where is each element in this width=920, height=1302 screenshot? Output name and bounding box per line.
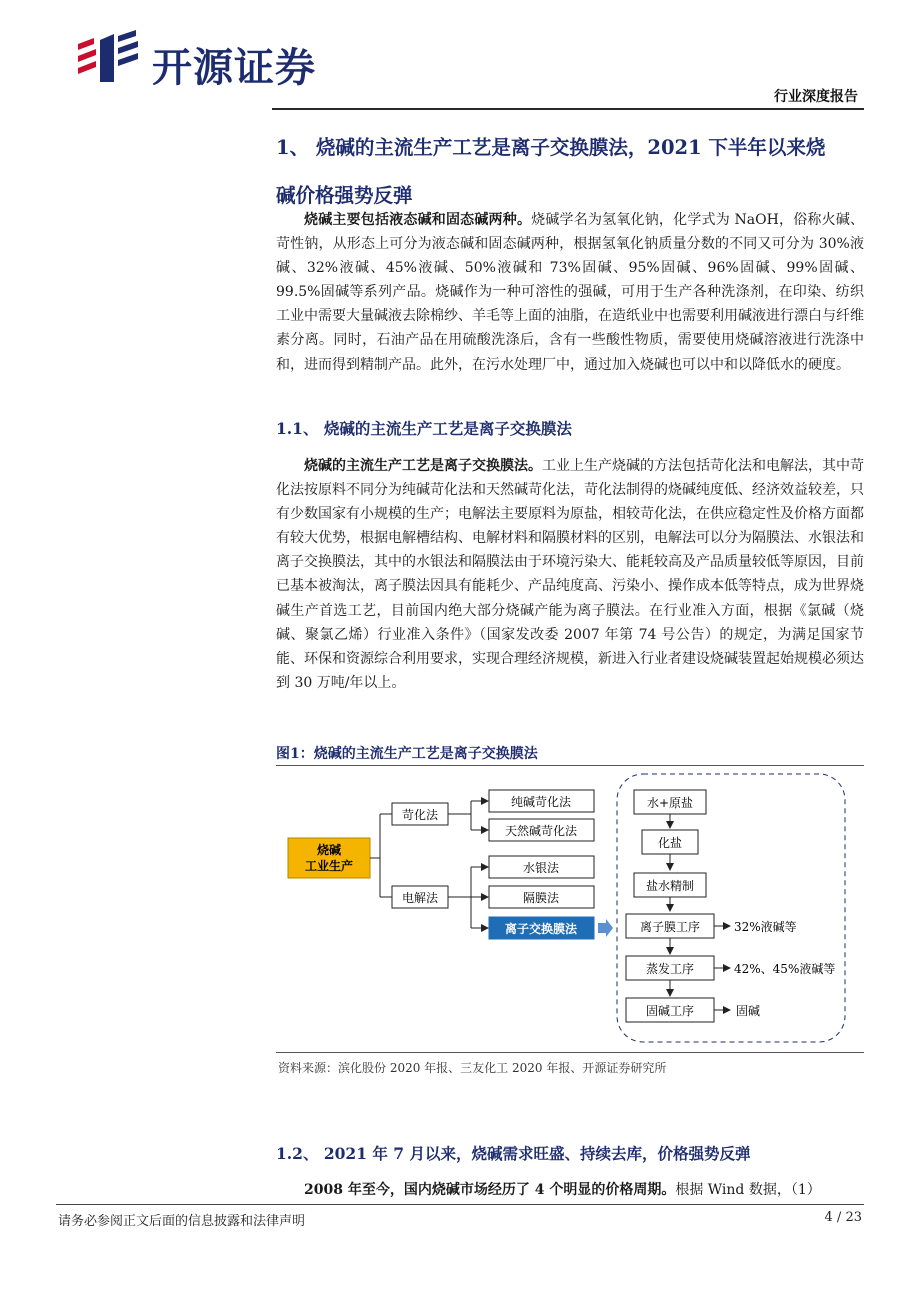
section-1-paragraph: [276, 208, 864, 377]
step-solid-label: 固碱工序: [645, 1004, 695, 1018]
report-type-label: 行业深度报告: [774, 89, 858, 105]
step-brine-label: 盐水精制: [645, 879, 695, 893]
figure-source-note: 资料来源：滨化股份 2020 年报、三友化工 2020 年报、开源证券研究所: [278, 1061, 667, 1075]
section-1-number: 1、: [276, 136, 310, 159]
output-membrane-label: 32%液碱等: [734, 920, 797, 934]
mercury-node-label: 水银法: [522, 861, 560, 875]
root-node-line2: 工业生产: [304, 859, 354, 873]
root-node-line1: 烧碱: [316, 843, 342, 857]
step-water-salt-label: 水+原盐: [646, 796, 694, 810]
expand-arrow-icon: [598, 919, 613, 937]
section-1-2-lead: 2008 年至今，国内烧碱市场经历了 4 个明显的价格周期。: [304, 1182, 676, 1198]
footer-disclaimer: 请务必参阅正文后面的信息披露和法律声明: [58, 1214, 306, 1229]
section-1-1-paragraph: [276, 454, 864, 695]
page-number: 4 / 23: [824, 1210, 862, 1225]
brand-name: 开源证券: [152, 45, 316, 91]
causticizing-node-label: 苛化法: [401, 808, 439, 822]
section-1-title-line2: 碱价格强势反弹: [276, 184, 413, 207]
section-1-1-heading: 1.1、 烧碱的主流生产工艺是离子交换膜法: [276, 419, 572, 438]
process-flow-diagram: [276, 768, 866, 1050]
figure-1-title: 图1：烧碱的主流生产工艺是离子交换膜法: [276, 746, 538, 762]
soda-ash-node-label: 纯碱苛化法: [510, 795, 572, 809]
ion-membrane-node-label: 离子交换膜法: [504, 922, 578, 936]
section-1-1-body: 工业上生产烧碱的方法包括苛化法和电解法，其中苛化法按原料不同分为纯碱苛化法和天然碱苛化法，苛化法制得的烧碱纯度低、经济效益较差，只有少数国家有小规模的生产；电解法主要原料为原盐，相较苛化法，在供应稳定性及价格方面都有较大优势，根据电解槽结构、电解材料和隔膜材料的区别，电解法可以分为隔膜法、水银法和离子交换膜法，其中的水银法和隔膜法由于环境污染大、能耗较高及产品质量较低等原因，目前已基本被淘汰，离子膜法因具有能耗少、产品纯度高、污染小、操作成本低等特点，成为世界烧碱生产首选工艺，目前国内绝大部分烧碱产能为离子膜法。在行业准入方面，根据《氯碱（烧碱、聚氯乙烯）行业准入条件》（国家发改委 2007 年第 74 号公告）的规定，为满足国家节能、环保和资源综合利用要求，实现合理经济规模，新进入行业者建设烧碱装置起始规模必须达到 30 万吨/年以上。: [276, 458, 864, 691]
section-1-2-heading: 1.2、 2021 年 7 月以来，烧碱需求旺盛、持续去库，价格强势反弹: [276, 1144, 751, 1163]
section-1-body: 烧碱学名为氢氧化钠，化学式为 NaOH，俗称火碱、苛性钠，从形态上可分为液态碱和固态碱两种，根据氢氧化钠质量分数的不同又可分为 30%液碱、32%液碱、45%液碱、50%液碱和 73%固碱、95%固碱、96%固碱、99%固碱、99.5%固碱等系列产品。烧碱作为一种可溶性的强碱，可用于生产各种洗涤剂，在印染、纺织工业中需要大量碱液去除棉纱、羊毛等上面的油脂，在造纸业中也需要利用碱液进行漂白与纤维素分离。同时，石油产品在用硫酸洗涤后，含有一些酸性物质，需要使用烧碱溶液进行洗涤中和，进而得到精制产品。此外，在污水处理厂中，通过加入烧碱也可以中和以降低水的硬度。: [276, 212, 865, 373]
section-1-2-paragraph: [276, 1178, 864, 1202]
section-1-title-line1: 烧碱的主流生产工艺是离子交换膜法，2021 下半年以来烧: [315, 136, 826, 159]
electrolysis-node-label: 电解法: [401, 891, 439, 905]
section-1-heading: [276, 124, 866, 220]
step-membrane-label: 离子膜工序: [639, 920, 701, 934]
section-1-1-lead: 烧碱的主流生产工艺是离子交换膜法。: [304, 458, 542, 474]
header-divider: [272, 108, 864, 110]
natural-soda-node-label: 天然碱苛化法: [504, 824, 578, 838]
brand-logo-icon: [74, 30, 144, 86]
footer-divider: [56, 1204, 864, 1205]
section-1-2-body: 根据 Wind 数据，（1）: [675, 1182, 821, 1198]
figure-bottom-rule: [276, 1052, 864, 1053]
section-1-lead: 烧碱主要包括液态碱和固态碱两种。: [304, 212, 532, 228]
step-evaporation-label: 蒸发工序: [645, 962, 695, 976]
diaphragm-node-label: 隔膜法: [522, 891, 560, 905]
output-evaporation-label: 42%、45%液碱等: [734, 962, 836, 976]
step-dissolve-label: 化盐: [657, 836, 683, 850]
figure-top-rule: [276, 765, 864, 766]
output-solid-label: 固碱: [736, 1004, 761, 1018]
